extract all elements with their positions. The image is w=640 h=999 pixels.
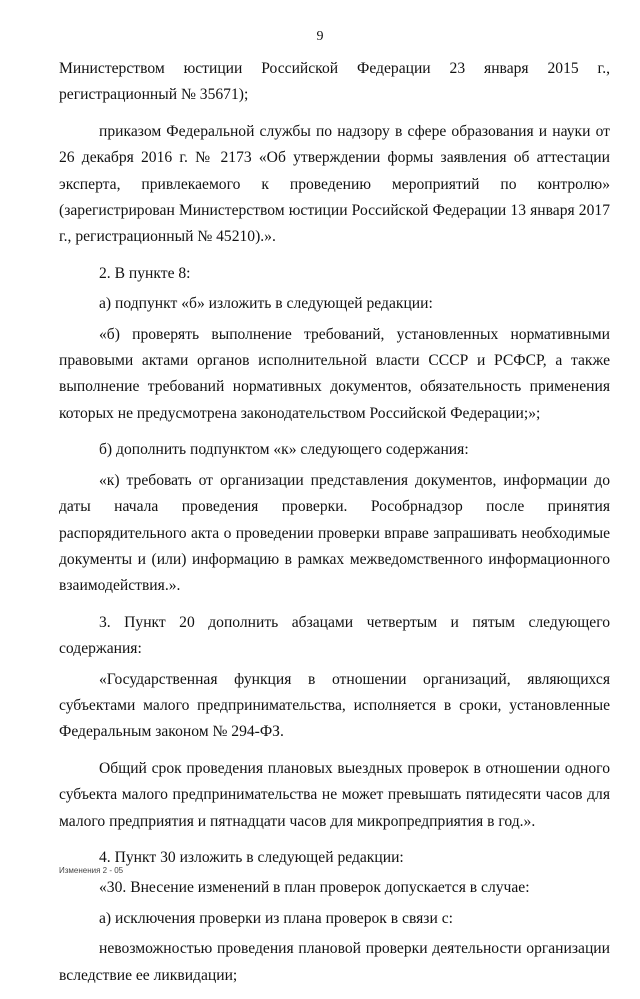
paragraph-state-function: «Государственная функция в отношении организаций, являющихся субъектами малого предпринимательства, исполняется в сроки, установленные Федеральным законом № 294-ФЗ. [59,670,610,741]
paragraph-subitem-k-text: «к) требовать от организации представления документов, информации до даты начала проведения проверки. Рособрнадзор после принятия распорядительного акта о проведении проверки вправе запрашивать необходимые документы и (или) информацию в рамках межведомственного информационного взаимодействия.». [59,471,610,595]
paragraph-item-2: 2. В пункте 8: [99,264,191,282]
document-body [59,56,610,999]
paragraph-item-30-a: а) исключения проверки из плана проверок в связи с: [99,909,453,927]
page-number: 9 [316,29,324,44]
footer-revision-mark: Изменения 2 - 05 [59,866,124,875]
paragraph-registration-continued: Министерством юстиции Российской Федерации 23 января 2015 г., регистрационный № 35671); [59,60,610,104]
paragraph-item-30: «30. Внесение изменений в план проверок допускается в случае: [99,879,530,897]
paragraph-subitem-b-add: б) дополнить подпунктом «к» следующего содержания: [99,441,469,459]
paragraph-item-4: 4. Пункт 30 изложить в следующей редакции: [99,848,404,866]
paragraph-order-2173: приказом Федеральной службы по надзору в сфере образования и науки от 26 декабря 2016 г. № 2173 «Об утверждении формы заявления об аттестации эксперта, привлекаемого к проведению мероприятий по контролю» (зарегистрирован Министерством юстиции Российской Федерации 13 января 2017 г., регистрационный № 45210).». [59,122,610,246]
paragraph-liquidation: невозможностью проведения плановой проверки деятельности организации вследствие ее ликвидации; [59,940,610,984]
paragraph-item-3: 3. Пункт 20 дополнить абзацами четвертым и пятым следующего содержания: [59,613,610,658]
paragraph-total-term: Общий срок проведения плановых выездных проверок в отношении одного субъекта малого предпринимательства не может превышать пятидесяти часов для малого предприятия и пятнадцати часов для микропредприятия в год.». [59,759,610,830]
paragraph-subitem-b-text: «б) проверять выполнение требований, установленных нормативными правовыми актами органов исполнительной власти СССР и РСФСР, а также выполнение требований нормативных документов, обязательность применения которых не предусмотрена законодательством Российской Федерации;»; [59,325,610,422]
paragraph-subitem-a: а) подпункт «б» изложить в следующей редакции: [99,295,433,313]
